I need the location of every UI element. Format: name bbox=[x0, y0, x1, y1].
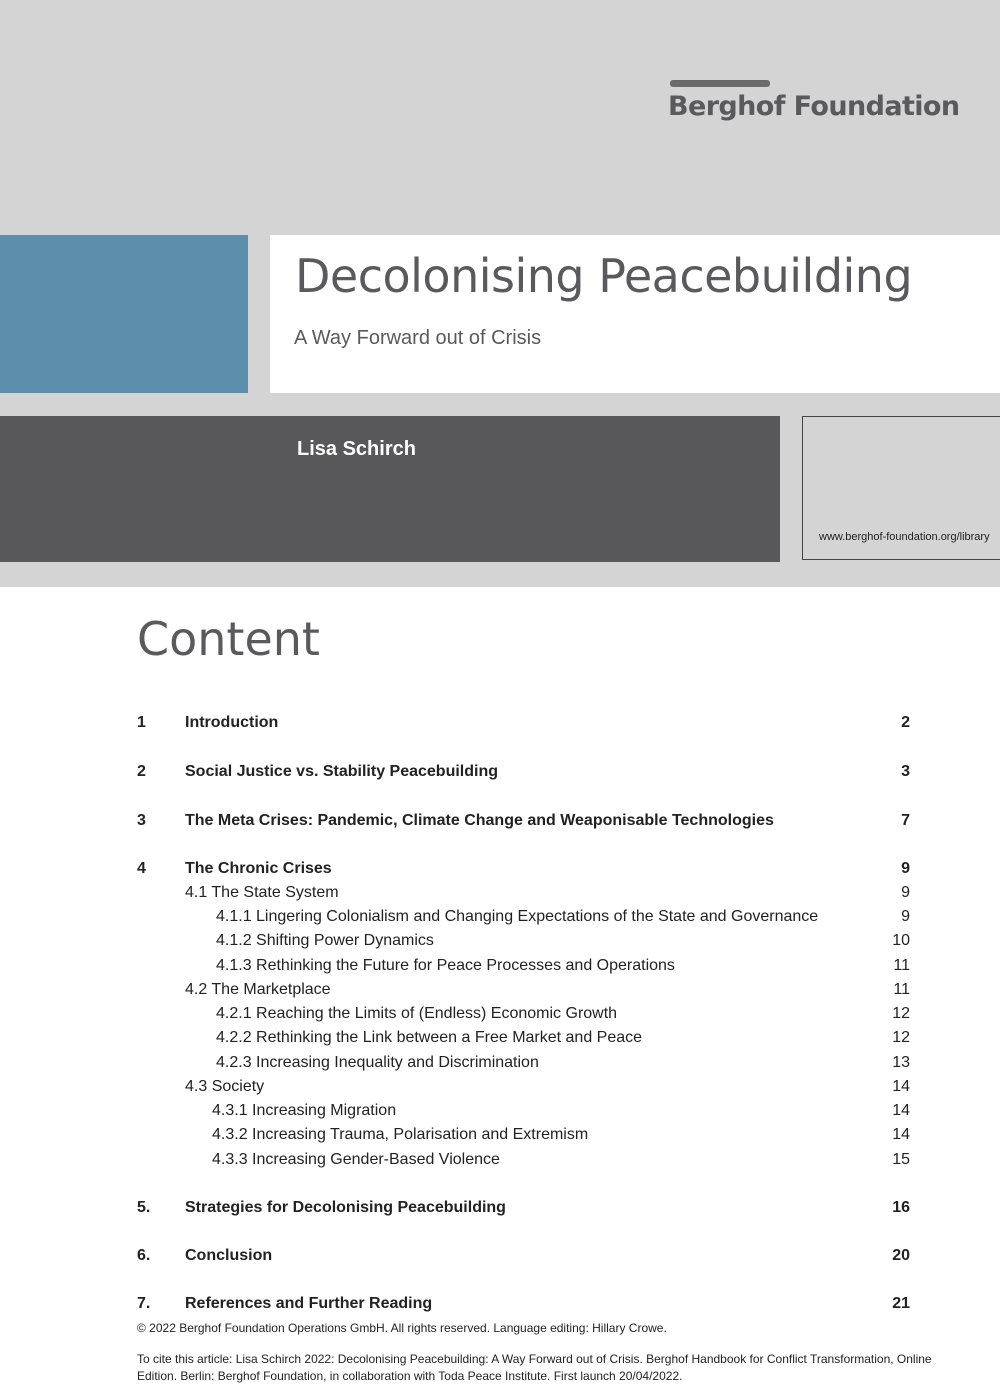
blue-accent-block bbox=[0, 235, 248, 393]
toc-entry[interactable] bbox=[0, 1102, 1000, 1124]
toc-entry-page: 12 bbox=[892, 1005, 910, 1022]
toc-entry[interactable] bbox=[0, 981, 1000, 1003]
toc-entry-label: The Meta Crises: Pandemic, Climate Change and Weaponisable Technologies bbox=[185, 812, 774, 829]
toc-entry[interactable] bbox=[0, 1126, 1000, 1148]
toc-entry-page: 20 bbox=[892, 1247, 910, 1264]
copyright-notice: © 2022 Berghof Foundation Operations GmbH. All rights reserved. Language editing: Hillary Crowe. bbox=[137, 1321, 667, 1335]
toc-entry-page: 9 bbox=[901, 908, 910, 925]
toc-entry-label: 4.1.2 Shifting Power Dynamics bbox=[216, 932, 434, 949]
toc-entry[interactable] bbox=[0, 908, 1000, 930]
toc-entry[interactable] bbox=[0, 812, 1000, 834]
toc-entry[interactable] bbox=[0, 884, 1000, 906]
toc-entry-page: 11 bbox=[893, 957, 910, 974]
toc-entry-label: 4.3.2 Increasing Trauma, Polarisation and Extremism bbox=[212, 1126, 589, 1143]
toc-entry-label: 4.3.1 Increasing Migration bbox=[212, 1102, 397, 1119]
toc-entry[interactable] bbox=[0, 1199, 1000, 1221]
toc-entry-number: 4 bbox=[137, 860, 146, 877]
library-url[interactable]: www.berghof-foundation.org/library bbox=[819, 531, 990, 543]
toc-entry-page: 15 bbox=[892, 1151, 910, 1168]
title-box bbox=[270, 235, 1000, 393]
url-box bbox=[802, 416, 1000, 560]
author-box bbox=[0, 416, 780, 562]
toc-entry-page: 7 bbox=[901, 812, 910, 829]
cover-header bbox=[0, 0, 1000, 587]
toc-entry[interactable] bbox=[0, 1029, 1000, 1051]
toc-entry-number: 7. bbox=[137, 1295, 151, 1312]
document-title: Decolonising Peacebuilding bbox=[295, 249, 913, 303]
toc-entry-label: 4.3.3 Increasing Gender-Based Violence bbox=[212, 1151, 500, 1168]
document-subtitle: A Way Forward out of Crisis bbox=[294, 327, 542, 349]
toc-entry[interactable] bbox=[0, 957, 1000, 979]
toc-entry-number: 3 bbox=[137, 812, 146, 829]
toc-entry-label: 4.1.1 Lingering Colonialism and Changing Expectations of the State and Governance bbox=[216, 908, 819, 925]
toc-entry-page: 16 bbox=[892, 1199, 910, 1216]
toc-entry[interactable] bbox=[0, 714, 1000, 736]
toc-entry[interactable] bbox=[0, 1247, 1000, 1269]
toc-entry-label: 4.1.3 Rethinking the Future for Peace Processes and Operations bbox=[216, 957, 675, 974]
toc-entry[interactable] bbox=[0, 932, 1000, 954]
toc-entry-number: 1 bbox=[137, 714, 146, 731]
toc-entry[interactable] bbox=[0, 1295, 1000, 1317]
toc-entry-number: 5. bbox=[137, 1199, 151, 1216]
toc-entry-label: Introduction bbox=[185, 714, 279, 731]
toc-entry-number: 6. bbox=[137, 1247, 151, 1264]
author-name: Lisa Schirch bbox=[297, 438, 416, 460]
toc-entry[interactable] bbox=[0, 1151, 1000, 1173]
toc-entry-page: 14 bbox=[892, 1078, 910, 1095]
toc-entry-label: The Chronic Crises bbox=[185, 860, 332, 877]
citation-note: To cite this article: Lisa Schirch 2022: Decolonising Peacebuilding: A Way Forward out of Crisis. Berghof Handbook for Conflict Transformation, Online Edition. Berlin: Berghof Foundation, in collaboration with Toda Peace Institute. First launch 20/04/2022. bbox=[137, 1352, 932, 1383]
toc-entry-page: 3 bbox=[901, 763, 910, 780]
toc-entry[interactable] bbox=[0, 860, 1000, 882]
toc-entry-page: 12 bbox=[892, 1029, 910, 1046]
toc-entry-page: 9 bbox=[901, 860, 910, 877]
toc-entry-label: 4.1 The State System bbox=[185, 884, 339, 901]
toc-entry-label: References and Further Reading bbox=[185, 1295, 433, 1312]
toc-entry-page: 10 bbox=[892, 932, 910, 949]
toc-entry-page: 13 bbox=[892, 1054, 910, 1071]
toc-entry-page: 2 bbox=[901, 714, 910, 731]
toc-entry[interactable] bbox=[0, 1078, 1000, 1100]
logo-bar bbox=[670, 80, 770, 87]
toc-entry-label: Strategies for Decolonising Peacebuilding bbox=[185, 1199, 506, 1216]
toc-entry[interactable] bbox=[0, 1054, 1000, 1076]
toc-entry-page: 11 bbox=[893, 981, 910, 998]
toc-entry-number: 2 bbox=[137, 763, 146, 780]
toc-entry-label: 4.2.3 Increasing Inequality and Discrimination bbox=[216, 1054, 539, 1071]
toc-entry[interactable] bbox=[0, 1005, 1000, 1027]
toc-entry-label: 4.2.2 Rethinking the Link between a Free Market and Peace bbox=[216, 1029, 643, 1046]
toc-entry-page: 21 bbox=[892, 1295, 910, 1312]
toc-entry-page: 14 bbox=[892, 1102, 910, 1119]
toc-entry-page: 14 bbox=[892, 1126, 910, 1143]
toc-entry-label: 4.3 Society bbox=[185, 1078, 265, 1095]
toc-entry[interactable] bbox=[0, 763, 1000, 785]
logo-text: Berghof Foundation bbox=[668, 91, 960, 122]
berghof-logo bbox=[668, 80, 959, 122]
toc-entry-label: 4.2 The Marketplace bbox=[185, 981, 331, 998]
contents-heading: Content bbox=[137, 612, 320, 666]
toc-entry-label: Conclusion bbox=[185, 1247, 273, 1264]
toc-entry-label: 4.2.1 Reaching the Limits of (Endless) Economic Growth bbox=[216, 1005, 618, 1022]
toc-entry-page: 9 bbox=[901, 884, 910, 901]
toc-entry-label: Social Justice vs. Stability Peacebuilding bbox=[185, 763, 498, 780]
